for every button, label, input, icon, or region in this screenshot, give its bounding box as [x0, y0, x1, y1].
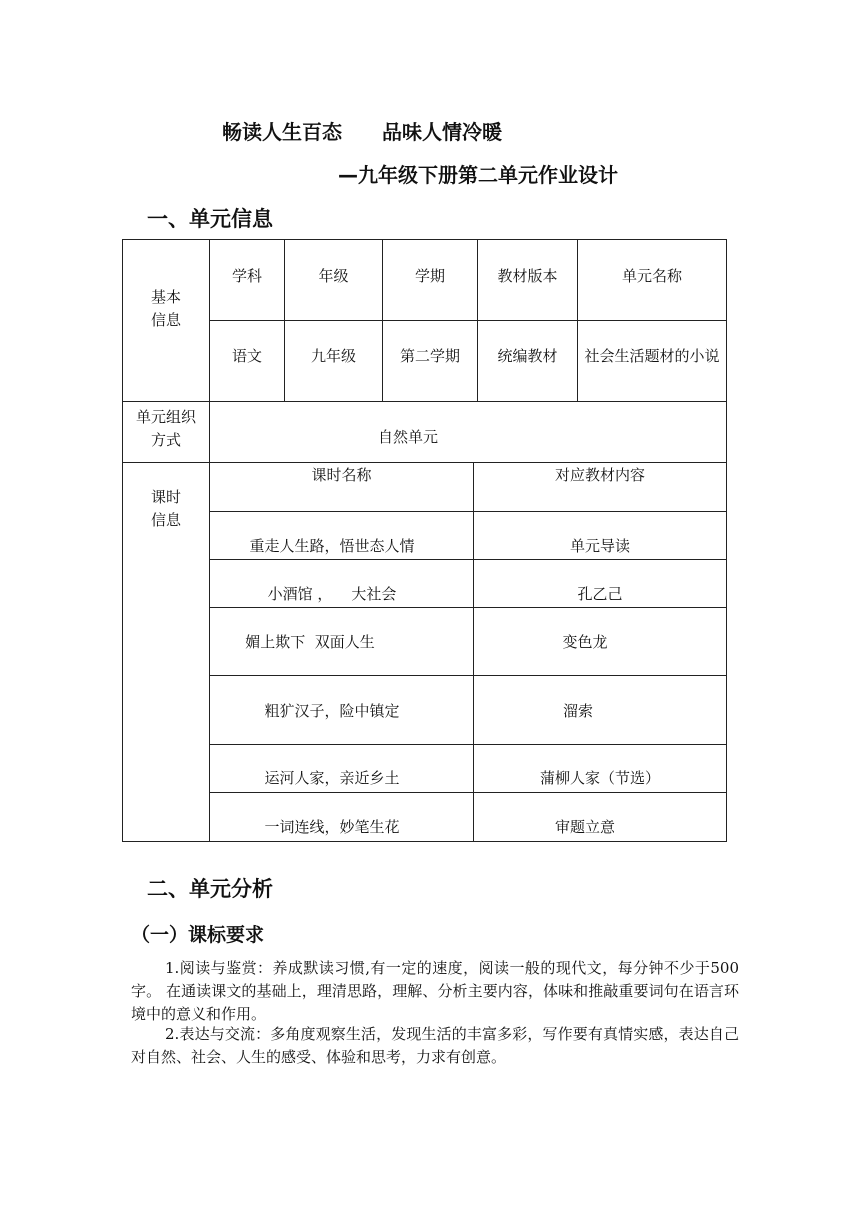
- org-label: 单元组织方式: [135, 408, 196, 449]
- lesson-name: 小酒馆 ， 大社会: [267, 585, 397, 603]
- lesson-name: 重走人生路，悟世态人情: [249, 537, 415, 555]
- org-value: 自然单元: [377, 428, 438, 446]
- lesson-content: 变色龙: [562, 633, 608, 651]
- subsection-heading-standards: （一）课标要求: [131, 924, 265, 946]
- lesson-col-name: 课时名称: [311, 466, 372, 484]
- paragraph-reading: 1.阅读与鉴赏：养成默读习惯,有一定的速度，阅读一般的现代文，每分钟不少于500字。 在通读课文的基础上，理清思路，理解、分析主要内容，体味和推敲重要词句在语言环境中的意义和作用。: [131, 959, 739, 1023]
- section-heading-unit-info: 一、单元信息: [147, 207, 273, 231]
- header-subject: 学科: [231, 267, 262, 285]
- header-textbook: 教材版本: [497, 267, 558, 285]
- lesson-info-label: 课时信息: [150, 488, 181, 529]
- lesson-content: 蒲柳人家（节选）: [539, 769, 660, 787]
- lesson-content: 单元导读: [569, 537, 630, 555]
- document-subtitle: —九年级下册第二单元作业设计: [338, 163, 618, 187]
- lesson-content: 审题立意: [554, 818, 615, 836]
- lesson-name: 粗犷汉子，险中镇定: [264, 702, 400, 720]
- header-grade: 年级: [318, 267, 349, 285]
- title-left: 畅读人生百态: [222, 120, 342, 144]
- lesson-name: 媚上欺下 双面人生: [245, 633, 375, 651]
- lesson-content: 溜索: [562, 702, 593, 720]
- value-textbook: 统编教材: [497, 347, 558, 365]
- header-unit-name: 单元名称: [621, 267, 682, 285]
- paragraph-expression: 2.表达与交流：多角度观察生活，发现生活的丰富多彩，写作要有真情实感，表达自己对自然、社会、人生的感受、体验和思考，力求有创意。: [131, 1025, 739, 1066]
- section-heading-unit-analysis: 二、单元分析: [147, 877, 273, 901]
- basic-info-label: 基本信息: [150, 288, 181, 329]
- lesson-col-content: 对应教材内容: [554, 466, 645, 484]
- title-right: 品味人情冷暖: [382, 120, 502, 144]
- value-unit-name: 社会生活题材的小说: [584, 347, 720, 365]
- value-subject: 语文: [231, 347, 262, 365]
- lesson-name: 一词连线，妙笔生花: [264, 818, 400, 836]
- lesson-content: 孔乙己: [577, 585, 623, 603]
- lesson-name: 运河人家，亲近乡土: [264, 769, 400, 787]
- value-term: 第二学期: [399, 347, 460, 365]
- value-grade: 九年级: [310, 347, 356, 365]
- header-term: 学期: [414, 267, 445, 285]
